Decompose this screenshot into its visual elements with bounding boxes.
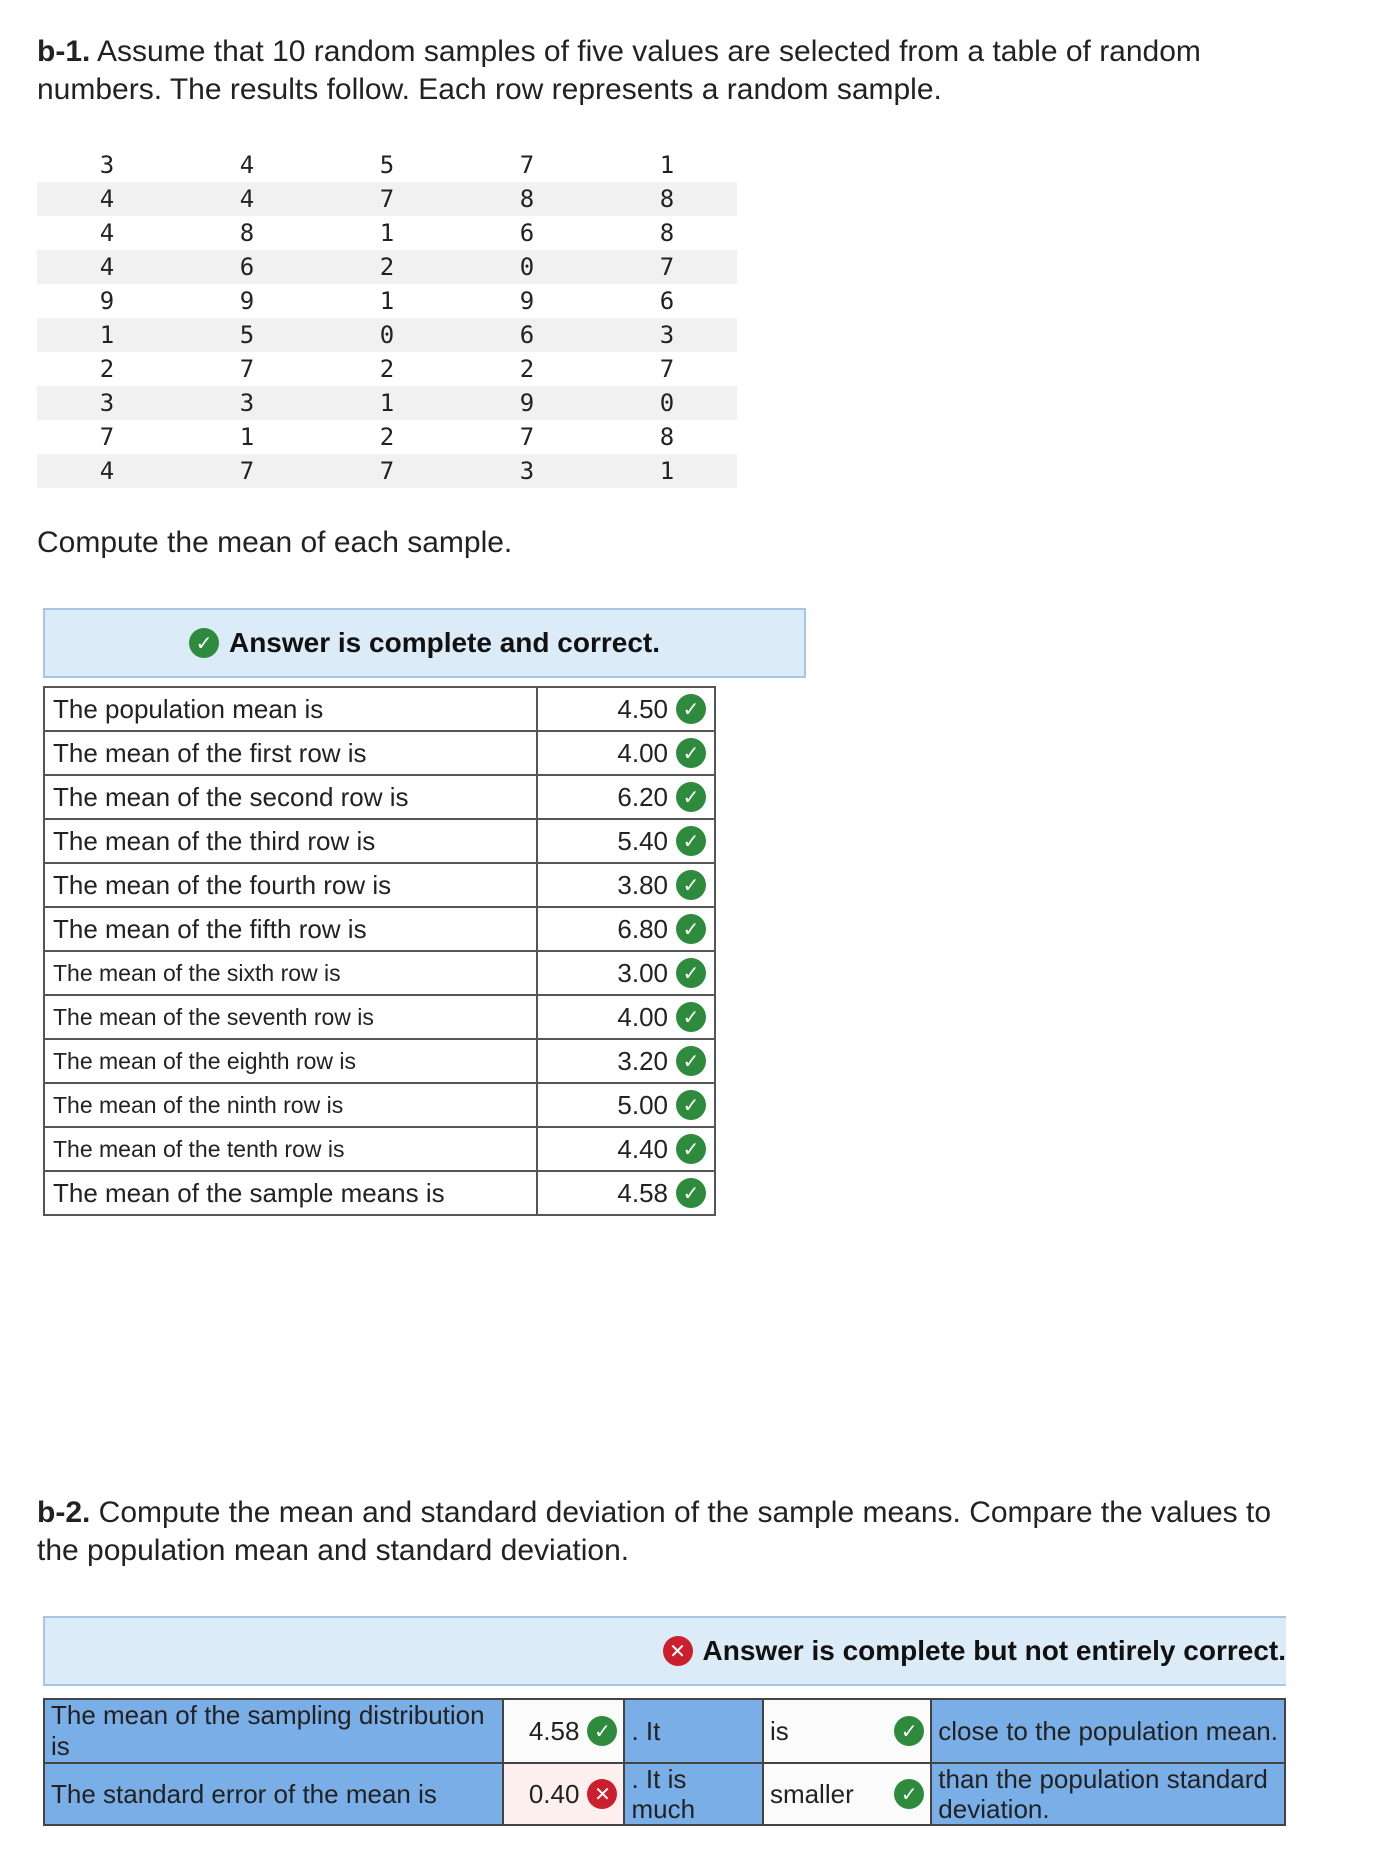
random-number-cell: 7: [659, 355, 675, 383]
b2-stderr-text2: than the population standard deviation.: [931, 1763, 1285, 1825]
random-number-cell: 7: [317, 454, 457, 488]
answer-value: 3.00: [617, 957, 668, 988]
check-circle-icon: ✓: [189, 628, 219, 658]
random-number-cell: 8: [659, 423, 675, 451]
answer-status-text-b2: Answer is complete but not entirely correct.: [702, 1635, 1286, 1666]
b2-mean-text2: close to the population mean.: [931, 1699, 1285, 1763]
check-circle-icon: ✓: [676, 1002, 706, 1032]
random-number-cell: 3: [99, 151, 115, 179]
random-number-cell: 8: [239, 219, 255, 247]
question-b2-text: Compute the mean and standard deviation of the sample means. Compare the values to the population mean and standard deviation.: [37, 1496, 1272, 1567]
check-circle-icon: ✓: [676, 914, 706, 944]
random-number-cell: 6: [659, 287, 675, 315]
random-number-cell: 2: [379, 355, 395, 383]
b2-mean-value-cell[interactable]: [503, 1699, 625, 1763]
answer-value: 6.80: [617, 913, 668, 944]
check-circle-icon: ✓: [676, 826, 706, 856]
answer-label: The mean of the tenth row is: [44, 1127, 537, 1171]
b2-stderr-value: 0.40: [528, 1778, 580, 1809]
b2-row-mean: [44, 1699, 1285, 1763]
answer-label: The population mean is: [44, 687, 537, 731]
random-number-cell: 2: [317, 250, 457, 284]
b2-mean-select-value: is: [769, 1715, 789, 1746]
check-circle-icon: ✓: [676, 870, 706, 900]
answer-value: 4.58: [617, 1177, 668, 1208]
answer-value: 3.80: [617, 869, 668, 900]
random-number-cell: 6: [457, 318, 597, 352]
b2-answer-table: [43, 1698, 1286, 1826]
check-circle-icon: ✓: [894, 1779, 924, 1809]
random-number-cell: 7: [177, 454, 317, 488]
random-number-cell: 7: [99, 423, 115, 451]
answer-value: 4.50: [617, 693, 668, 724]
x-circle-icon: ✕: [663, 1636, 693, 1666]
question-b1-label: b-1.: [37, 35, 91, 68]
check-circle-icon: ✓: [676, 1134, 706, 1164]
random-number-cell: 9: [239, 287, 255, 315]
random-number-cell: 4: [37, 182, 177, 216]
random-number-cell: 1: [379, 219, 395, 247]
random-number-cell: 3: [457, 454, 597, 488]
random-number-cell: 7: [239, 355, 255, 383]
b2-stderr-select-value: smaller: [769, 1778, 854, 1809]
random-number-cell: 6: [519, 219, 535, 247]
check-circle-icon: ✓: [676, 782, 706, 812]
random-number-cell: 7: [317, 182, 457, 216]
random-number-cell: 4: [239, 151, 255, 179]
random-number-cell: 1: [659, 151, 675, 179]
random-number-cell: 1: [239, 423, 255, 451]
random-number-cell: 3: [177, 386, 317, 420]
answer-value: 5.40: [617, 825, 668, 856]
random-number-cell: 4: [99, 219, 115, 247]
random-number-cell: 0: [597, 386, 737, 420]
random-number-cell: 3: [37, 386, 177, 420]
random-number-cell: 9: [519, 287, 535, 315]
answer-label: The mean of the ninth row is: [44, 1083, 537, 1127]
random-number-cell: 0: [317, 318, 457, 352]
question-b1-text: Assume that 10 random samples of five values are selected from a table of random numbers. The results follow. Each row represents a random sample.: [37, 35, 1201, 106]
check-circle-icon: ✓: [676, 694, 706, 724]
b2-mean-text1: . It: [624, 1699, 762, 1763]
random-number-cell: 9: [457, 386, 597, 420]
x-circle-icon: ✕: [587, 1779, 617, 1809]
random-number-cell: 7: [597, 250, 737, 284]
b2-stderr-label: The standard error of the mean is: [44, 1763, 503, 1825]
random-number-cell: 5: [379, 151, 395, 179]
answer-label: The mean of the second row is: [44, 775, 537, 819]
random-number-cell: 9: [99, 287, 115, 315]
answer-label: The mean of the fifth row is: [44, 907, 537, 951]
random-number-cell: 4: [37, 250, 177, 284]
random-number-cell: 1: [37, 318, 177, 352]
check-circle-icon: ✓: [676, 958, 706, 988]
prompt-compute-means: Compute the mean of each sample.: [37, 526, 513, 559]
answer-label: The mean of the sixth row is: [44, 951, 537, 995]
random-number-cell: 6: [177, 250, 317, 284]
random-number-cell: 7: [519, 423, 535, 451]
random-number-cell: 1: [597, 454, 737, 488]
random-number-cell: 1: [379, 287, 395, 315]
random-number-cell: 8: [659, 219, 675, 247]
answer-value: 3.20: [617, 1045, 668, 1076]
b2-stderr-value-cell[interactable]: [503, 1763, 625, 1825]
random-number-cell: 8: [457, 182, 597, 216]
random-number-cell: 1: [317, 386, 457, 420]
answer-label: The mean of the seventh row is: [44, 995, 537, 1039]
answer-value: 4.00: [617, 737, 668, 768]
check-circle-icon: ✓: [676, 1046, 706, 1076]
answer-status-banner-b2: [43, 1616, 1286, 1686]
answer-label: The mean of the sample means is: [44, 1171, 537, 1215]
check-circle-icon: ✓: [676, 1178, 706, 1208]
random-number-cell: 5: [177, 318, 317, 352]
b2-stderr-select[interactable]: [763, 1763, 931, 1825]
random-number-cell: 4: [37, 454, 177, 488]
b2-stderr-text1: . It is much: [624, 1763, 762, 1825]
random-number-cell: 0: [457, 250, 597, 284]
answer-value: 4.40: [617, 1133, 668, 1164]
answer-label: The mean of the fourth row is: [44, 863, 537, 907]
answer-value: 4.00: [617, 1001, 668, 1032]
check-circle-icon: ✓: [894, 1716, 924, 1746]
random-number-cell: 2: [379, 423, 395, 451]
random-number-cell: 2: [99, 355, 115, 383]
answer-status-text: Answer is complete and correct.: [228, 627, 661, 658]
check-circle-icon: ✓: [676, 738, 706, 768]
question-b2-label: b-2.: [37, 1496, 91, 1529]
answer-value: 5.00: [617, 1089, 668, 1120]
random-number-cell: 4: [177, 182, 317, 216]
b2-mean-label: The mean of the sampling distribution is: [44, 1699, 503, 1763]
b2-mean-value: 4.58: [528, 1715, 580, 1746]
random-number-cell: 8: [597, 182, 737, 216]
check-circle-icon: ✓: [676, 1090, 706, 1120]
b2-mean-select[interactable]: [763, 1699, 931, 1763]
answer-label: The mean of the first row is: [44, 731, 537, 775]
check-circle-icon: ✓: [587, 1716, 617, 1746]
random-number-cell: 2: [519, 355, 535, 383]
answer-label: The mean of the third row is: [44, 819, 537, 863]
b2-row-stderr: [44, 1763, 1285, 1825]
random-number-cell: 7: [519, 151, 535, 179]
random-number-cell: 3: [597, 318, 737, 352]
answer-value: 6.20: [617, 781, 668, 812]
answer-label: The mean of the eighth row is: [44, 1039, 537, 1083]
